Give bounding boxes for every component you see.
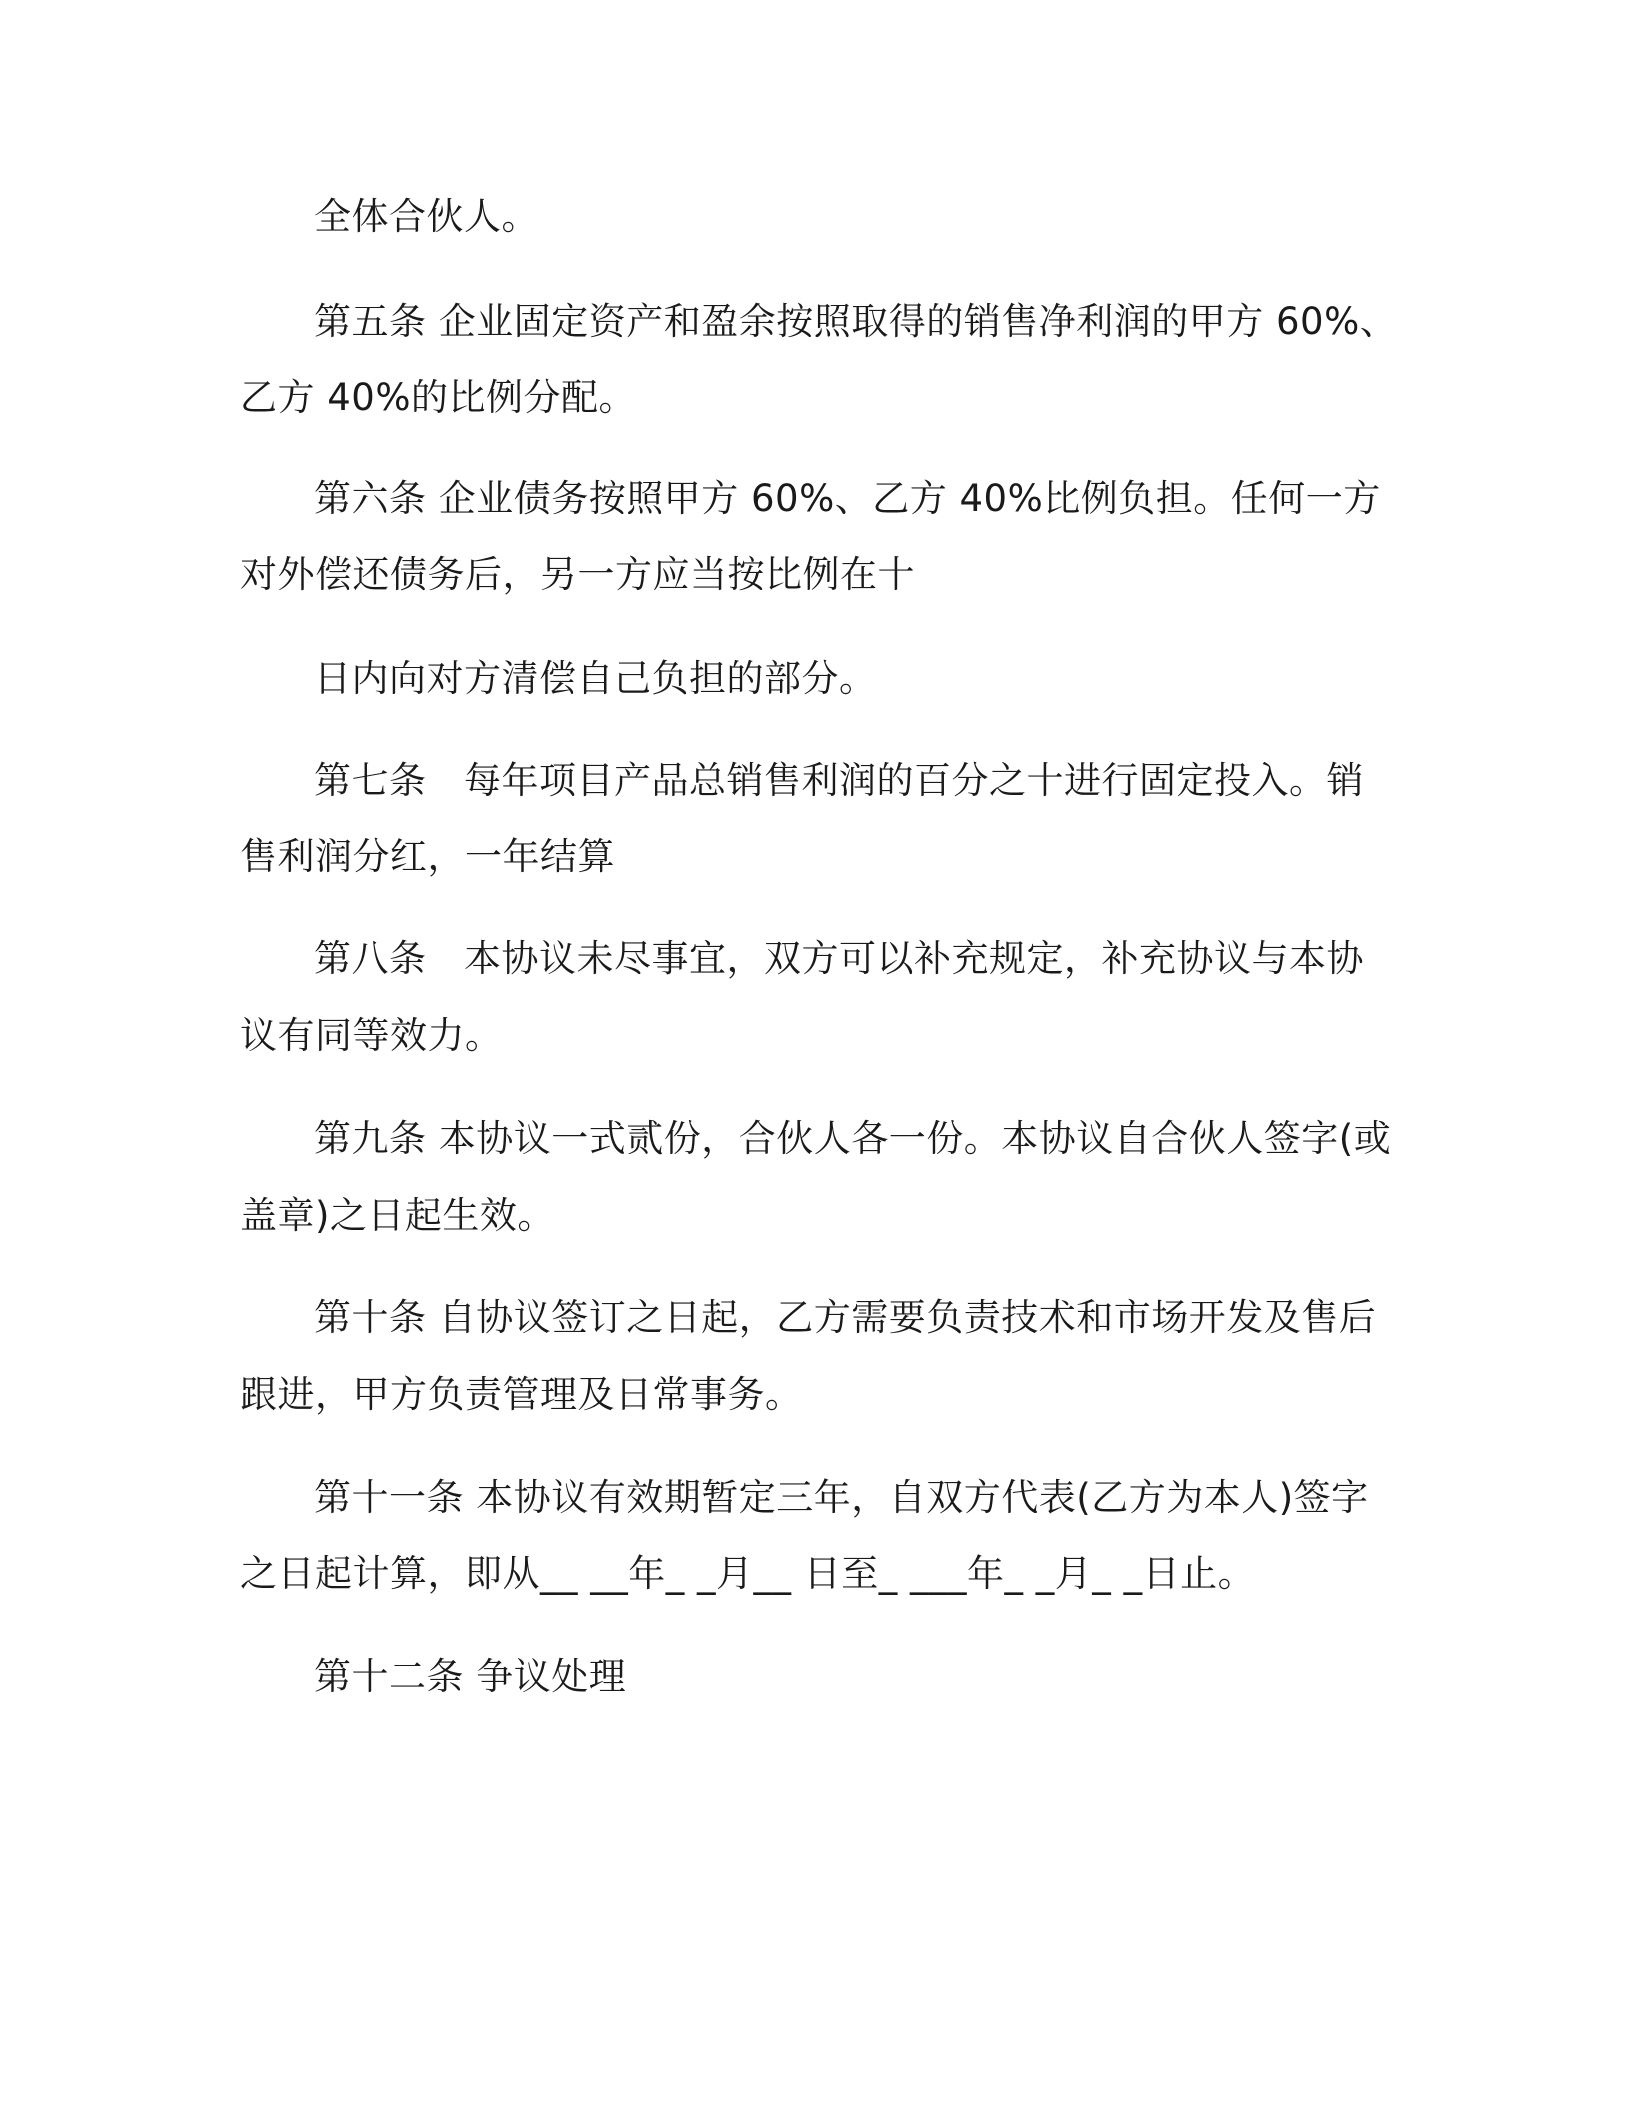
article-7-line-1: 第七条 每年项目产品总销售利润的百分之十进行固定投入。销 [314,759,1364,802]
article-8-line-1: 第八条 本协议未尽事宜，双方可以补充规定，补充协议与本协 [314,937,1364,980]
article-7-line-2: 售利润分红，一年结算 [240,835,615,878]
article-8-line-2: 议有同等效力。 [240,1014,503,1057]
article-6-line-2: 对外偿还债务后，另一方应当按比例在十 [240,553,915,596]
article-9-line-1: 第九条 本协议一式贰份，合伙人各一份。本协议自合伙人签字(或 [314,1117,1392,1160]
article-5-line-1: 第五条 企业固定资产和盈余按照取得的销售净利润的甲方 60%、 [314,300,1398,343]
article-12-heading: 第十二条 争议处理 [314,1655,627,1698]
article-10-line-1: 第十条 自协议签订之日起，乙方需要负责技术和市场开发及售后 [314,1296,1377,1339]
article-5-line-2: 乙方 40%的比例分配。 [240,376,636,419]
article-11-line-2: 之日起计算，即从__ __年_ _月__ 日至_ ___年_ _月_ _日止。 [240,1552,1256,1595]
article-9-line-2: 盖章)之日起生效。 [240,1194,555,1237]
article-6-line-3: 日内向对方清偿自己负担的部分。 [314,657,877,700]
article-10-line-2: 跟进，甲方负责管理及日常事务。 [240,1373,803,1416]
line-1: 全体合伙人。 [314,195,539,238]
article-6-line-1: 第六条 企业债务按照甲方 60%、乙方 40%比例负担。任何一方 [314,477,1381,520]
article-11-line-1: 第十一条 本协议有效期暂定三年，自双方代表(乙方为本人)签字 [314,1476,1369,1519]
